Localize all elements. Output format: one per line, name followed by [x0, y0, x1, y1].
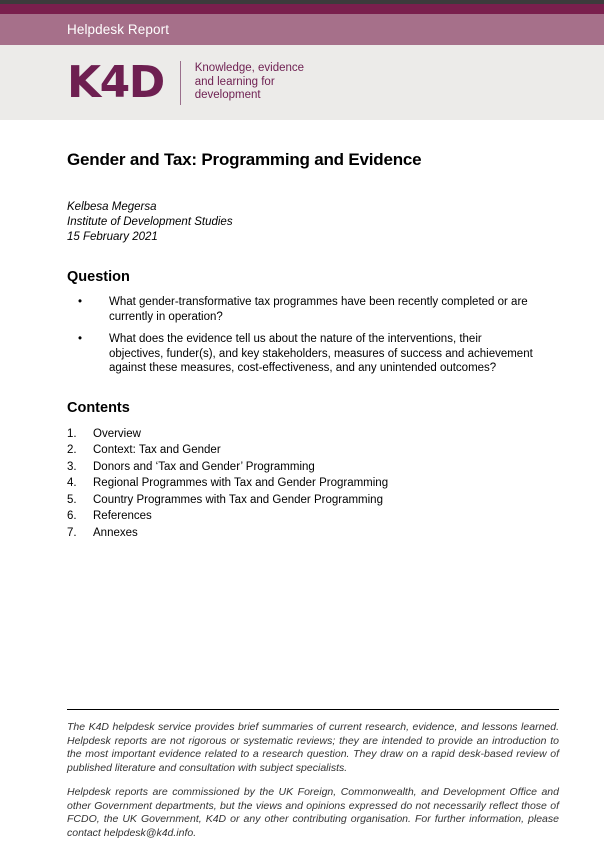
footer-disclaimer [67, 709, 559, 840]
list-item[interactable] [67, 475, 537, 492]
contents-item-label: Annexes [93, 526, 138, 539]
brand-tagline-line-3: development [194, 89, 261, 102]
list-item[interactable] [67, 525, 537, 542]
footer-paragraph-2: Helpdesk reports are commissioned by the UK Foreign, Commonwealth, and Development Office and other Government departments, but the views and opinions expressed do not necessarily reflect those of FCDO, the UK Government, K4D or any other contributing organisation. For further information, please contact helpdesk@k4d.info. [67, 786, 559, 839]
list-item [67, 295, 537, 324]
contents-item-label: Overview [93, 427, 141, 440]
contents-item-number: 2. [67, 444, 77, 456]
footer-divider [67, 709, 559, 710]
contents-item-number: 4. [67, 477, 77, 489]
contents-list [67, 426, 537, 542]
contents-item-label: Regional Programmes with Tax and Gender Programming [93, 477, 389, 489]
contents-item-number: 5. [67, 493, 77, 506]
brand-header [0, 45, 604, 120]
contents-item-number: 6. [67, 510, 77, 522]
contents-item-number: 1. [67, 427, 77, 440]
author-name: Kelbesa Megersa [67, 201, 157, 213]
contents-heading: Contents [67, 399, 130, 416]
contents-item-label: Country Programmes with Tax and Gender Programming [93, 493, 383, 506]
logo-divider [180, 61, 181, 105]
question-item-text: What gender-transformative tax programmes have been recently completed or are currently in operation? [109, 296, 528, 323]
list-item[interactable] [67, 426, 537, 443]
bullet-icon: • [78, 333, 83, 345]
contents-item-number: 3. [67, 460, 77, 473]
list-item [67, 332, 537, 376]
contents-item-number: 7. [67, 526, 77, 539]
bullet-icon: • [78, 296, 83, 308]
page-title: Gender and Tax: Programming and Evidence [67, 150, 422, 169]
byline [67, 200, 537, 245]
k4d-logo: K4D [67, 56, 164, 108]
document-body [0, 150, 604, 541]
brand-tagline-line-1: Knowledge, evidence [194, 62, 305, 75]
contents-item-label: Donors and ‘Tax and Gender’ Programming [93, 460, 315, 473]
list-item[interactable] [67, 508, 537, 525]
helpdesk-report-banner [0, 14, 604, 45]
footer-paragraph-1: The K4D helpdesk service provides brief summaries of current research, evidence, and lessons learned. Helpdesk reports are not rigorous or systematic reviews; they are intended to provide an introduction to the most important evidence related to a research question. They draw on a rapid desk-based review of published literature and consultation with subject specialists. [67, 721, 559, 774]
list-item[interactable] [67, 459, 537, 476]
brand-tagline [195, 62, 304, 103]
question-heading: Question [67, 269, 130, 285]
author-affiliation: Institute of Development Studies [67, 216, 233, 228]
contents-item-label: References [93, 510, 152, 522]
question-list [67, 295, 537, 376]
list-item[interactable] [67, 492, 537, 509]
top-maroon-strip [0, 4, 604, 14]
list-item[interactable] [67, 442, 537, 459]
contents-item-label: Context: Tax and Gender [93, 444, 221, 456]
question-item-text: What does the evidence tell us about the nature of the interventions, their objectives, funder(s), and key stakeholders, measures of success and achievement against these measures, cost-effectiveness, and any unintended outcomes? [109, 333, 533, 374]
publication-date: 15 February 2021 [67, 231, 158, 243]
helpdesk-report-label: Helpdesk Report [67, 22, 170, 37]
brand-tagline-line-2: and learning for [194, 75, 275, 88]
